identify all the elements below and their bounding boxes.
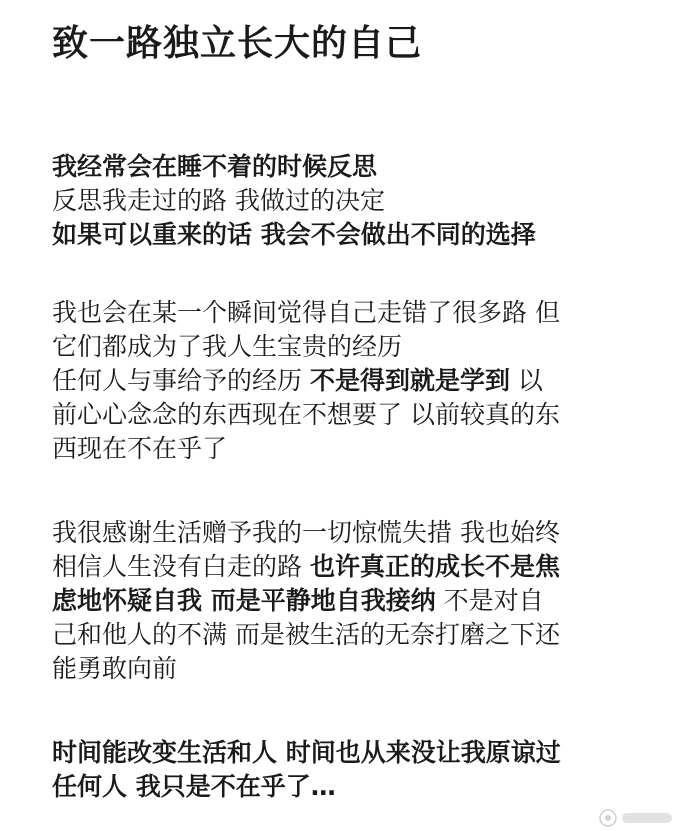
bold-text-segment: 也许真正的成长不是焦 [309, 552, 560, 581]
text-line [52, 364, 664, 398]
text-line [52, 184, 664, 218]
bold-text-segment: 虑地怀疑自我 而是平静地自我接纳 [52, 586, 436, 615]
text-line [52, 770, 664, 804]
paragraph-3 [52, 516, 664, 686]
paragraph-1 [52, 150, 664, 252]
text-segment: 我也会在某一个瞬间觉得自己走错了很多路 但 [52, 298, 560, 327]
text-line [52, 296, 664, 330]
text-line [52, 618, 664, 652]
text-segment: 前心心念念的东西现在不想要了 以前较真的东 [52, 400, 560, 429]
text-segment: 反思我走过的路 我做过的决定 [52, 186, 385, 215]
bold-text-segment: 不是得到就是学到 [309, 366, 510, 395]
text-line [52, 432, 664, 466]
text-line [52, 652, 664, 686]
page-title: 致一路独立长大的自己 [52, 23, 423, 64]
text-segment: 相信人生没有白走的路 [52, 552, 310, 581]
watermark-logo [598, 807, 678, 829]
text-segment: 任何人与事给予的经历 [52, 366, 310, 395]
paragraph-4 [52, 736, 664, 804]
text-line [52, 398, 664, 432]
paragraph-2 [52, 296, 664, 466]
bold-text-segment: 时间能改变生活和人 时间也从来没让我原谅过 [52, 738, 561, 767]
text-segment: 能勇敢向前 [52, 654, 178, 683]
watermark-icon [598, 808, 678, 828]
text-segment: 不是对自 [435, 586, 544, 615]
text-line [52, 516, 664, 550]
text-line [52, 736, 664, 770]
text-segment: 己和他人的不满 而是被生活的无奈打磨之下还 [52, 620, 560, 649]
text-segment: 西现在不在乎了 [52, 434, 228, 463]
bold-text-segment: 任何人 我只是不在乎了… [52, 772, 336, 801]
text-line [52, 550, 664, 584]
text-line [52, 330, 664, 364]
bold-text-segment: 我经常会在睡不着的时候反思 [52, 152, 378, 181]
text-line [52, 584, 664, 618]
text-segment: 以 [509, 366, 543, 395]
text-line [52, 218, 664, 252]
text-line [52, 150, 664, 184]
text-segment: 它们都成为了我人生宝贵的经历 [52, 332, 403, 361]
text-segment: 我很感谢生活赠予我的一切惊慌失措 我也始终 [52, 518, 560, 547]
bold-text-segment: 如果可以重来的话 我会不会做出不同的选择 [52, 220, 536, 249]
